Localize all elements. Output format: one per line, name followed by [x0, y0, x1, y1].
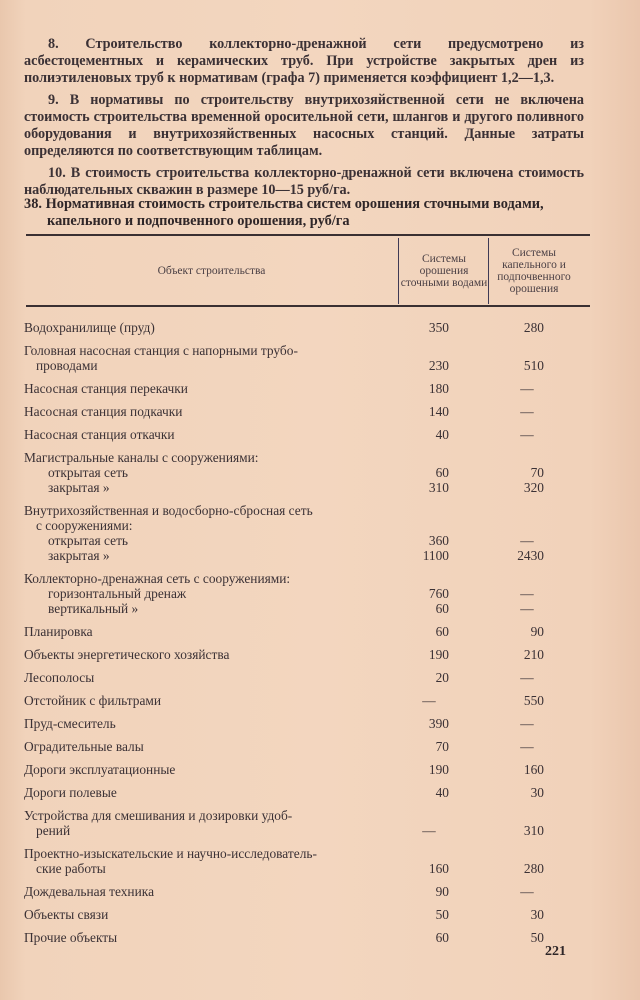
table-row	[24, 693, 594, 708]
row-sub-label: вертикальный »	[48, 601, 139, 616]
table-row	[24, 404, 594, 419]
table-row	[24, 930, 594, 945]
value-drip-subsurface: 280	[523, 861, 544, 876]
table-row	[24, 739, 594, 754]
note-8: 8. Строительство коллекторно-дренажной сети предусмотрено из асбестоцементных и керамических труб. При устройстве закрытых дрен из полиэтиленовых труб к нормативам (графа 7) применяется коэффициент 1,2—1,3.	[24, 36, 584, 86]
row-label-continuation: с сооружениями:	[36, 518, 133, 533]
row-label: Устройства для смешивания и дозировки удоб-	[24, 808, 293, 823]
table-row	[24, 480, 594, 495]
value-drip-subsurface: —	[520, 427, 534, 442]
table-row	[24, 503, 594, 533]
value-drip-subsurface: 310	[523, 823, 544, 838]
table-row	[24, 320, 594, 335]
row-label: Головная насосная станция с напорными трубо-	[24, 343, 298, 358]
value-drip-subsurface: 320	[523, 480, 544, 495]
row-sub-label: закрытая »	[48, 480, 110, 495]
table-header	[26, 238, 590, 304]
value-drip-subsurface: 70	[530, 465, 544, 480]
row-label: Насосная станция откачки	[24, 427, 175, 442]
value-sewage-irrigation: 160	[428, 861, 449, 876]
table-row	[24, 647, 594, 662]
value-sewage-irrigation: 40	[435, 427, 449, 442]
value-drip-subsurface: 2430	[517, 548, 544, 563]
note-9: 9. В нормативы по строительству внутрихозяйственной сети не включена стоимость строительства временной оросительной сети, шлангов и другого поливного оборудования и внутрихозяйственных насосных станций. Данные затраты определяются по соответствующим таблицам.	[24, 92, 584, 159]
value-sewage-irrigation: 90	[435, 884, 449, 899]
value-sewage-irrigation: 1100	[422, 548, 449, 563]
row-label-continuation: проводами	[36, 358, 98, 373]
value-drip-subsurface: 50	[530, 930, 544, 945]
header-col2: Системы капельного и подпочвенного орошения	[488, 238, 579, 304]
value-sewage-irrigation: 40	[435, 785, 449, 800]
row-label: Насосная станция подкачки	[24, 404, 183, 419]
value-drip-subsurface: 550	[523, 693, 544, 708]
value-sewage-irrigation: 230	[428, 358, 449, 373]
value-sewage-irrigation: 760	[428, 586, 449, 601]
value-sewage-irrigation: 350	[428, 320, 449, 335]
row-label-continuation: рений	[36, 823, 71, 838]
row-sub-label: открытая сеть	[48, 533, 129, 548]
table-title	[24, 196, 590, 230]
value-drip-subsurface: —	[520, 601, 534, 616]
row-sub-label: открытая сеть	[48, 465, 129, 480]
value-drip-subsurface: —	[520, 716, 534, 731]
table-title-line1: 38. Нормативная стоимость строительства систем орошения сточными водами,	[24, 196, 544, 212]
table-row	[24, 884, 594, 899]
value-sewage-irrigation: 60	[435, 930, 449, 945]
value-drip-subsurface: —	[520, 884, 534, 899]
table-row	[24, 548, 594, 563]
table-row	[24, 586, 594, 601]
row-label: Водохранилище (пруд)	[24, 320, 155, 335]
row-label: Отстойник с фильтрами	[24, 693, 162, 708]
row-label: Лесополосы	[24, 670, 95, 685]
value-sewage-irrigation: 190	[428, 762, 449, 777]
row-label: Объекты энергетического хозяйства	[24, 647, 230, 662]
value-sewage-irrigation: 60	[435, 601, 449, 616]
value-sewage-irrigation: 20	[435, 670, 449, 685]
row-label: Оградительные валы	[24, 739, 144, 754]
value-drip-subsurface: —	[520, 533, 534, 548]
table-row	[24, 533, 594, 548]
note-10: 10. В стоимость строительства коллекторно-дренажной сети включена стоимость наблюдательных скважин в размере 10—15 руб/га.	[24, 165, 584, 198]
table-body	[24, 320, 594, 945]
table-row	[24, 427, 594, 442]
row-label: Дороги эксплуатационные	[24, 762, 176, 777]
table-row	[24, 601, 594, 616]
row-label: Объекты связи	[24, 907, 109, 922]
value-sewage-irrigation: 390	[428, 716, 449, 731]
page-number: 221	[545, 944, 566, 959]
header-top-rule	[26, 234, 590, 236]
value-drip-subsurface: 280	[523, 320, 544, 335]
row-label: Насосная станция перекачки	[24, 381, 188, 396]
table-title-line2: капельного и подпочвенного орошения, руб/га	[47, 213, 350, 229]
value-drip-subsurface: —	[520, 739, 534, 754]
row-label: Пруд-смеситель	[24, 716, 116, 731]
table-row	[24, 343, 594, 373]
value-sewage-irrigation: —	[422, 823, 436, 838]
value-sewage-irrigation: 70	[435, 739, 449, 754]
row-sub-label: горизонтальный дренаж	[48, 586, 187, 601]
value-sewage-irrigation: 60	[435, 624, 449, 639]
table-row	[24, 571, 594, 586]
table-row	[24, 846, 594, 876]
table-row	[24, 624, 594, 639]
table-row	[24, 381, 594, 396]
header-object: Объект строительства	[157, 265, 266, 277]
row-label: Прочие объекты	[24, 930, 118, 945]
row-label: Планировка	[24, 624, 93, 639]
row-label: Коллекторно-дренажная сеть с сооружениями:	[24, 571, 291, 586]
row-sub-label: закрытая »	[48, 548, 110, 563]
table-row	[24, 785, 594, 800]
notes-section	[24, 36, 584, 204]
value-sewage-irrigation: 60	[435, 465, 449, 480]
value-drip-subsurface: 210	[523, 647, 544, 662]
value-sewage-irrigation: 190	[428, 647, 449, 662]
table-row	[24, 450, 594, 465]
value-sewage-irrigation: —	[422, 693, 436, 708]
value-drip-subsurface: —	[520, 381, 534, 396]
value-sewage-irrigation: 310	[428, 480, 449, 495]
value-sewage-irrigation: 180	[428, 381, 449, 396]
table-row	[24, 762, 594, 777]
row-label: Дороги полевые	[24, 785, 117, 800]
value-drip-subsurface: 30	[530, 785, 544, 800]
table-row	[24, 465, 594, 480]
value-sewage-irrigation: 360	[428, 533, 449, 548]
table-row	[24, 808, 594, 838]
table-row	[24, 907, 594, 922]
value-drip-subsurface: —	[520, 670, 534, 685]
row-label-continuation: ские работы	[36, 861, 106, 876]
value-drip-subsurface: 30	[530, 907, 544, 922]
header-bottom-rule	[26, 305, 590, 307]
value-drip-subsurface: 510	[523, 358, 544, 373]
value-sewage-irrigation: 140	[428, 404, 449, 419]
table-row	[24, 716, 594, 731]
row-label: Магистральные каналы с сооружениями:	[24, 450, 259, 465]
row-label: Проектно-изыскательские и научно-исследователь-	[24, 846, 317, 861]
table-row	[24, 670, 594, 685]
value-drip-subsurface: 160	[523, 762, 544, 777]
row-label: Внутрихозяйственная и водосборно-сбросная сеть	[24, 503, 313, 518]
value-drip-subsurface: —	[520, 404, 534, 419]
header-col1: Системы орошения сточными водами	[398, 238, 489, 304]
value-drip-subsurface: 90	[530, 624, 544, 639]
value-sewage-irrigation: 50	[435, 907, 449, 922]
value-drip-subsurface: —	[520, 586, 534, 601]
row-label: Дождевальная техника	[24, 884, 155, 899]
